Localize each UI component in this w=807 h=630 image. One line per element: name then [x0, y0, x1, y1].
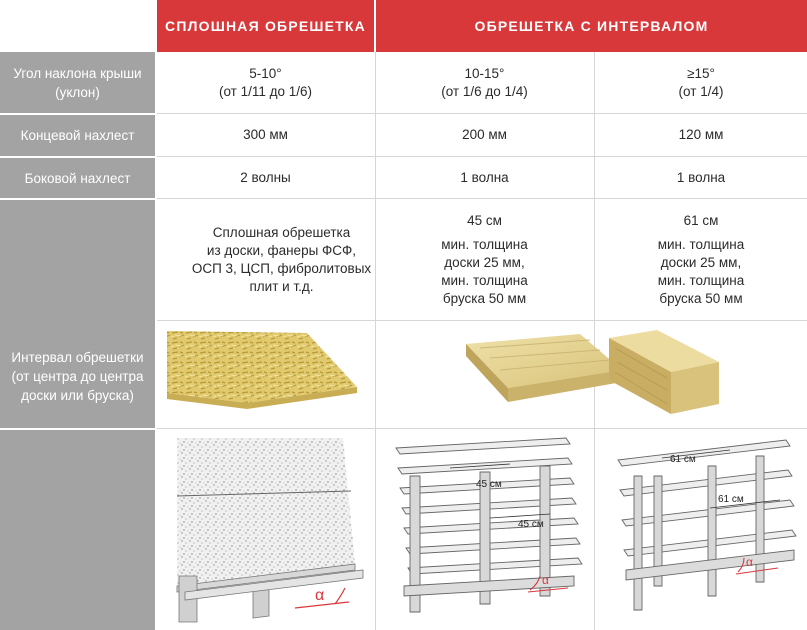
interval-45-angle-label: α [542, 573, 549, 587]
interval-61-label-top: 61 см [670, 454, 696, 465]
interval-61-label-bottom: 61 см [718, 494, 744, 505]
label-end-overlap: Концевой нахлест [0, 115, 155, 156]
label-diagram-row [0, 430, 155, 630]
interval-45-diagram [390, 436, 590, 626]
row-divider [157, 428, 807, 429]
label-side-overlap: Боковой нахлест [0, 158, 155, 198]
cell-side-overlap-45: 1 волна [460, 169, 509, 185]
cell-end-overlap-45: 200 мм [462, 127, 507, 142]
label-roof-slope: Угол наклона крыши (уклон) [0, 52, 155, 113]
cell-material-solid: Сплошная обрешетка из доски, фанеры ФСФ, ОСП 3, ЦСП, фибролитовых плит и т.д. [191, 224, 372, 294]
label-batten-interval: Интервал обрешетки (от центра до центра доски или бруска) [0, 200, 155, 428]
cell-end-overlap-solid: 300 мм [243, 127, 288, 142]
header-solid-batten: СПЛОШНАЯ ОБРЕШЕТКА [157, 0, 374, 52]
cell-end-overlap-61: 120 мм [678, 127, 724, 142]
interval-61-diagram [610, 436, 802, 626]
cell-slope-interval-45: 10-15° (от 1/6 до 1/4) [441, 65, 528, 99]
osb-board-image [157, 321, 374, 428]
interval-45-label-bottom: 45 см [518, 519, 544, 530]
cell-side-overlap-solid: 2 волны [240, 169, 291, 185]
cell-side-overlap-61: 1 волна [676, 169, 726, 185]
cell-material-45: 45 см мин. толщина доски 25 мм, мин. толщина бруска 50 мм [441, 212, 528, 306]
interval-45-label-top: 45 см [476, 479, 502, 490]
beam-image [605, 328, 725, 418]
solid-angle-label: α [315, 587, 325, 604]
header-interval-batten: ОБРЕШЕТКА С ИНТЕРВАЛОМ [376, 0, 807, 52]
header-blank-corner [0, 0, 155, 52]
interval-61-angle-label: α [746, 555, 753, 569]
cell-material-61: 61 см мин. толщина доски 25 мм, мин. толщина бруска 50 мм [657, 212, 745, 306]
solid-batten-diagram [165, 436, 370, 626]
cell-slope-interval-61: ≥15° (от 1/4) [678, 65, 724, 99]
cell-slope-solid: 5-10° (от 1/11 до 1/6) [218, 65, 313, 99]
